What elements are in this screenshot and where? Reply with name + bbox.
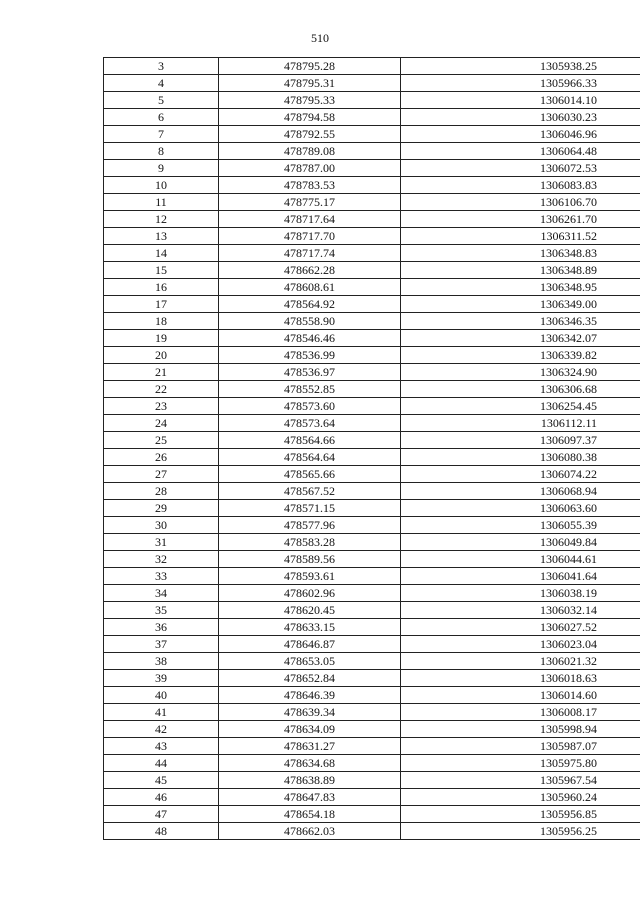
y-coordinate-cell: 1306083.83 bbox=[401, 177, 640, 194]
table-row bbox=[104, 296, 640, 313]
table-row bbox=[104, 245, 640, 262]
y-coordinate-cell: 1306049.84 bbox=[401, 534, 640, 551]
table-row bbox=[104, 534, 640, 551]
x-coordinate-cell: 478577.96 bbox=[219, 517, 401, 534]
point-number-cell: 32 bbox=[104, 551, 219, 568]
point-number-cell: 43 bbox=[104, 738, 219, 755]
point-number-cell: 20 bbox=[104, 347, 219, 364]
table-row bbox=[104, 636, 640, 653]
x-coordinate-cell: 478792.55 bbox=[219, 126, 401, 143]
y-coordinate-cell: 1306018.63 bbox=[401, 670, 640, 687]
table-row bbox=[104, 772, 640, 789]
y-coordinate-cell: 1305960.24 bbox=[401, 789, 640, 806]
table-row bbox=[104, 279, 640, 296]
x-coordinate-cell: 478795.33 bbox=[219, 92, 401, 109]
x-coordinate-cell: 478662.03 bbox=[219, 823, 401, 840]
table-row bbox=[104, 330, 640, 347]
point-number-cell: 22 bbox=[104, 381, 219, 398]
x-coordinate-cell: 478646.87 bbox=[219, 636, 401, 653]
x-coordinate-cell: 478634.09 bbox=[219, 721, 401, 738]
table-row bbox=[104, 585, 640, 602]
table-row bbox=[104, 347, 640, 364]
table-row bbox=[104, 568, 640, 585]
y-coordinate-cell: 1306008.17 bbox=[401, 704, 640, 721]
x-coordinate-cell: 478536.97 bbox=[219, 364, 401, 381]
table-row bbox=[104, 449, 640, 466]
x-coordinate-cell: 478647.83 bbox=[219, 789, 401, 806]
x-coordinate-cell: 478573.64 bbox=[219, 415, 401, 432]
table-row bbox=[104, 738, 640, 755]
y-coordinate-cell: 1306014.60 bbox=[401, 687, 640, 704]
x-coordinate-cell: 478633.15 bbox=[219, 619, 401, 636]
table-row bbox=[104, 262, 640, 279]
table-row bbox=[104, 823, 640, 840]
table-row bbox=[104, 551, 640, 568]
table-row bbox=[104, 398, 640, 415]
y-coordinate-cell: 1306046.96 bbox=[401, 126, 640, 143]
point-number-cell: 16 bbox=[104, 279, 219, 296]
point-number-cell: 12 bbox=[104, 211, 219, 228]
y-coordinate-cell: 1306112.11 bbox=[401, 415, 640, 432]
y-coordinate-cell: 1305956.25 bbox=[401, 823, 640, 840]
point-number-cell: 21 bbox=[104, 364, 219, 381]
x-coordinate-cell: 478552.85 bbox=[219, 381, 401, 398]
x-coordinate-cell: 478567.52 bbox=[219, 483, 401, 500]
table-row bbox=[104, 687, 640, 704]
x-coordinate-cell: 478564.64 bbox=[219, 449, 401, 466]
y-coordinate-cell: 1306041.64 bbox=[401, 568, 640, 585]
x-coordinate-cell: 478789.08 bbox=[219, 143, 401, 160]
point-number-cell: 46 bbox=[104, 789, 219, 806]
table-row bbox=[104, 466, 640, 483]
point-number-cell: 41 bbox=[104, 704, 219, 721]
point-number-cell: 5 bbox=[104, 92, 219, 109]
point-number-cell: 3 bbox=[104, 58, 219, 75]
point-number-cell: 48 bbox=[104, 823, 219, 840]
y-coordinate-cell: 1306348.95 bbox=[401, 279, 640, 296]
point-number-cell: 26 bbox=[104, 449, 219, 466]
table-row bbox=[104, 160, 640, 177]
x-coordinate-cell: 478783.53 bbox=[219, 177, 401, 194]
x-coordinate-cell: 478775.17 bbox=[219, 194, 401, 211]
x-coordinate-cell: 478631.27 bbox=[219, 738, 401, 755]
y-coordinate-cell: 1305956.85 bbox=[401, 806, 640, 823]
table-row bbox=[104, 500, 640, 517]
y-coordinate-cell: 1306072.53 bbox=[401, 160, 640, 177]
point-number-cell: 23 bbox=[104, 398, 219, 415]
x-coordinate-cell: 478558.90 bbox=[219, 313, 401, 330]
table-row bbox=[104, 483, 640, 500]
x-coordinate-cell: 478546.46 bbox=[219, 330, 401, 347]
y-coordinate-cell: 1306074.22 bbox=[401, 466, 640, 483]
table-row bbox=[104, 755, 640, 772]
table-row bbox=[104, 211, 640, 228]
x-coordinate-cell: 478638.89 bbox=[219, 772, 401, 789]
y-coordinate-cell: 1306106.70 bbox=[401, 194, 640, 211]
table-row bbox=[104, 58, 640, 75]
point-number-cell: 28 bbox=[104, 483, 219, 500]
table-row bbox=[104, 653, 640, 670]
point-number-cell: 4 bbox=[104, 75, 219, 92]
table-row bbox=[104, 364, 640, 381]
table-row bbox=[104, 517, 640, 534]
y-coordinate-cell: 1306044.61 bbox=[401, 551, 640, 568]
point-number-cell: 24 bbox=[104, 415, 219, 432]
table-row bbox=[104, 806, 640, 823]
point-number-cell: 19 bbox=[104, 330, 219, 347]
y-coordinate-cell: 1305966.33 bbox=[401, 75, 640, 92]
y-coordinate-cell: 1306349.00 bbox=[401, 296, 640, 313]
point-number-cell: 7 bbox=[104, 126, 219, 143]
x-coordinate-cell: 478717.70 bbox=[219, 228, 401, 245]
x-coordinate-cell: 478717.74 bbox=[219, 245, 401, 262]
x-coordinate-cell: 478794.58 bbox=[219, 109, 401, 126]
x-coordinate-cell: 478608.61 bbox=[219, 279, 401, 296]
point-number-cell: 10 bbox=[104, 177, 219, 194]
table-row bbox=[104, 143, 640, 160]
x-coordinate-cell: 478652.84 bbox=[219, 670, 401, 687]
point-number-cell: 37 bbox=[104, 636, 219, 653]
point-number-cell: 44 bbox=[104, 755, 219, 772]
y-coordinate-cell: 1306346.35 bbox=[401, 313, 640, 330]
y-coordinate-cell: 1306097.37 bbox=[401, 432, 640, 449]
point-number-cell: 33 bbox=[104, 568, 219, 585]
y-coordinate-cell: 1306306.68 bbox=[401, 381, 640, 398]
x-coordinate-cell: 478583.28 bbox=[219, 534, 401, 551]
point-number-cell: 27 bbox=[104, 466, 219, 483]
point-number-cell: 18 bbox=[104, 313, 219, 330]
table-row bbox=[104, 177, 640, 194]
table-row bbox=[104, 75, 640, 92]
table-row bbox=[104, 789, 640, 806]
point-number-cell: 14 bbox=[104, 245, 219, 262]
y-coordinate-cell: 1306063.60 bbox=[401, 500, 640, 517]
table-row bbox=[104, 313, 640, 330]
table-row bbox=[104, 670, 640, 687]
y-coordinate-cell: 1305938.25 bbox=[401, 58, 640, 75]
point-number-cell: 34 bbox=[104, 585, 219, 602]
point-number-cell: 15 bbox=[104, 262, 219, 279]
table-row bbox=[104, 126, 640, 143]
x-coordinate-cell: 478564.66 bbox=[219, 432, 401, 449]
y-coordinate-cell: 1306021.32 bbox=[401, 653, 640, 670]
y-coordinate-cell: 1306311.52 bbox=[401, 228, 640, 245]
table-row bbox=[104, 602, 640, 619]
y-coordinate-cell: 1306064.48 bbox=[401, 143, 640, 160]
x-coordinate-cell: 478602.96 bbox=[219, 585, 401, 602]
x-coordinate-cell: 478589.56 bbox=[219, 551, 401, 568]
x-coordinate-cell: 478593.61 bbox=[219, 568, 401, 585]
table-row bbox=[104, 721, 640, 738]
point-number-cell: 13 bbox=[104, 228, 219, 245]
page-number: 510 bbox=[311, 31, 329, 45]
y-coordinate-cell: 1305998.94 bbox=[401, 721, 640, 738]
table-row bbox=[104, 415, 640, 432]
x-coordinate-cell: 478565.66 bbox=[219, 466, 401, 483]
table-row bbox=[104, 109, 640, 126]
x-coordinate-cell: 478654.18 bbox=[219, 806, 401, 823]
y-coordinate-cell: 1306014.10 bbox=[401, 92, 640, 109]
point-number-cell: 30 bbox=[104, 517, 219, 534]
x-coordinate-cell: 478620.45 bbox=[219, 602, 401, 619]
point-number-cell: 9 bbox=[104, 160, 219, 177]
x-coordinate-cell: 478646.39 bbox=[219, 687, 401, 704]
point-number-cell: 31 bbox=[104, 534, 219, 551]
table-row bbox=[104, 381, 640, 398]
coordinates-table-body bbox=[104, 58, 640, 840]
y-coordinate-cell: 1305967.54 bbox=[401, 772, 640, 789]
point-number-cell: 40 bbox=[104, 687, 219, 704]
table-row bbox=[104, 704, 640, 721]
y-coordinate-cell: 1306261.70 bbox=[401, 211, 640, 228]
table-row bbox=[104, 432, 640, 449]
y-coordinate-cell: 1306348.83 bbox=[401, 245, 640, 262]
x-coordinate-cell: 478653.05 bbox=[219, 653, 401, 670]
x-coordinate-cell: 478634.68 bbox=[219, 755, 401, 772]
y-coordinate-cell: 1306342.07 bbox=[401, 330, 640, 347]
point-number-cell: 47 bbox=[104, 806, 219, 823]
point-number-cell: 45 bbox=[104, 772, 219, 789]
point-number-cell: 39 bbox=[104, 670, 219, 687]
y-coordinate-cell: 1306027.52 bbox=[401, 619, 640, 636]
x-coordinate-cell: 478573.60 bbox=[219, 398, 401, 415]
y-coordinate-cell: 1306055.39 bbox=[401, 517, 640, 534]
point-number-cell: 25 bbox=[104, 432, 219, 449]
y-coordinate-cell: 1306032.14 bbox=[401, 602, 640, 619]
point-number-cell: 38 bbox=[104, 653, 219, 670]
table-row bbox=[104, 228, 640, 245]
table-row bbox=[104, 194, 640, 211]
point-number-cell: 36 bbox=[104, 619, 219, 636]
point-number-cell: 42 bbox=[104, 721, 219, 738]
table-row bbox=[104, 92, 640, 109]
y-coordinate-cell: 1305975.80 bbox=[401, 755, 640, 772]
y-coordinate-cell: 1306068.94 bbox=[401, 483, 640, 500]
point-number-cell: 11 bbox=[104, 194, 219, 211]
table-row bbox=[104, 619, 640, 636]
point-number-cell: 35 bbox=[104, 602, 219, 619]
y-coordinate-cell: 1306023.04 bbox=[401, 636, 640, 653]
point-number-cell: 6 bbox=[104, 109, 219, 126]
x-coordinate-cell: 478536.99 bbox=[219, 347, 401, 364]
x-coordinate-cell: 478639.34 bbox=[219, 704, 401, 721]
y-coordinate-cell: 1306339.82 bbox=[401, 347, 640, 364]
coordinates-table bbox=[103, 57, 640, 840]
point-number-cell: 17 bbox=[104, 296, 219, 313]
x-coordinate-cell: 478787.00 bbox=[219, 160, 401, 177]
y-coordinate-cell: 1305987.07 bbox=[401, 738, 640, 755]
y-coordinate-cell: 1306324.90 bbox=[401, 364, 640, 381]
y-coordinate-cell: 1306080.38 bbox=[401, 449, 640, 466]
x-coordinate-cell: 478564.92 bbox=[219, 296, 401, 313]
x-coordinate-cell: 478795.31 bbox=[219, 75, 401, 92]
y-coordinate-cell: 1306030.23 bbox=[401, 109, 640, 126]
x-coordinate-cell: 478795.28 bbox=[219, 58, 401, 75]
y-coordinate-cell: 1306254.45 bbox=[401, 398, 640, 415]
point-number-cell: 29 bbox=[104, 500, 219, 517]
point-number-cell: 8 bbox=[104, 143, 219, 160]
x-coordinate-cell: 478571.15 bbox=[219, 500, 401, 517]
x-coordinate-cell: 478662.28 bbox=[219, 262, 401, 279]
y-coordinate-cell: 1306038.19 bbox=[401, 585, 640, 602]
y-coordinate-cell: 1306348.89 bbox=[401, 262, 640, 279]
x-coordinate-cell: 478717.64 bbox=[219, 211, 401, 228]
